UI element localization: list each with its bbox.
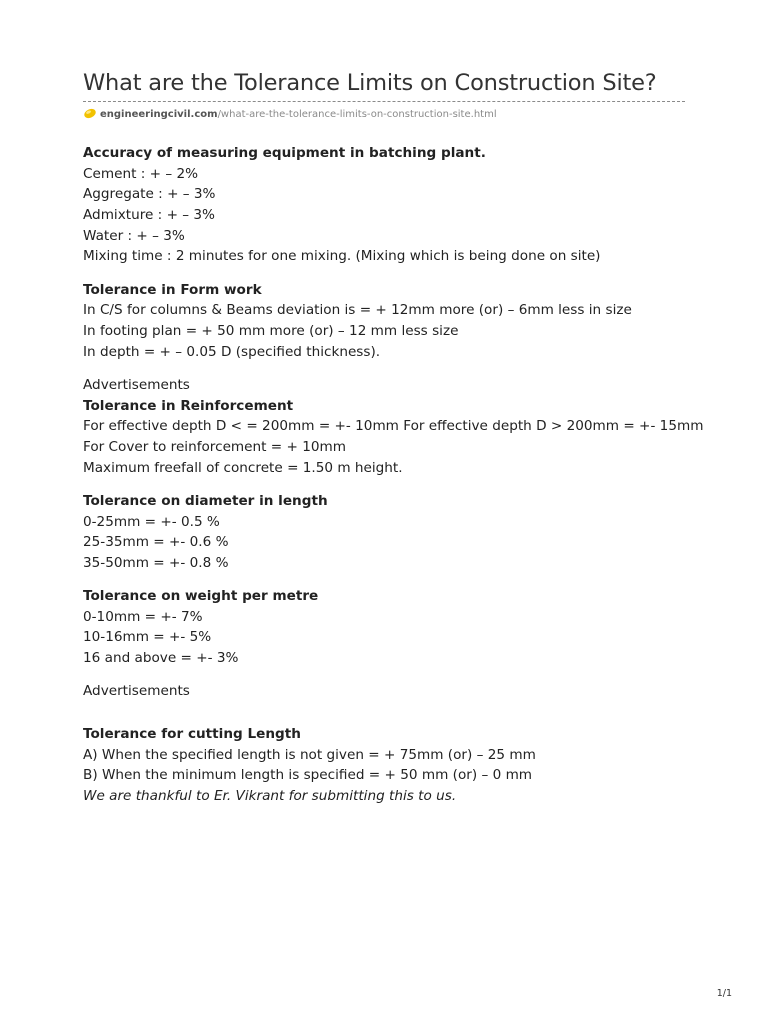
diameter-line: 35-50mm = +- 0.8 %: [83, 554, 229, 571]
cutting-line: A) When the specified length is not given = + 75mm (or) – 25 mm: [83, 746, 536, 763]
reinforcement-line: For Cover to reinforcement = + 10mm: [83, 438, 347, 455]
page-number: 1/1: [716, 988, 732, 999]
reinforcement-line: For effective depth D < = 200mm = +- 10mm For effective depth D > 200mm = +- 15mm: [83, 418, 704, 435]
batching-line: Cement : + – 2%: [83, 165, 199, 182]
article-body: [83, 143, 704, 807]
section-heading-batching: Accuracy of measuring equipment in batching plant.: [83, 145, 486, 161]
site-favicon-icon: [83, 107, 97, 119]
source-domain: engineeringcivil.com: [100, 109, 218, 120]
source-url[interactable]: [83, 107, 497, 123]
diameter-line: 0-25mm = +- 0.5 %: [83, 513, 220, 530]
cutting-line: B) When the minimum length is specified = + 50 mm (or) – 0 mm: [83, 767, 533, 784]
formwork-line: In footing plan = + 50 mm more (or) – 12 mm less size: [83, 323, 459, 339]
thanks-note: We are thankful to Er. Vikrant for submitting this to us.: [83, 788, 457, 805]
page-title: What are the Tolerance Limits on Construction Site?: [83, 70, 657, 96]
advertisement-label: Advertisements: [83, 683, 190, 700]
section-heading-cutting: Tolerance for cutting Length: [83, 726, 301, 742]
batching-line: Water : + – 3%: [83, 227, 185, 244]
formwork-line: In depth = + – 0.05 D (specified thickness).: [83, 343, 381, 360]
reinforcement-line: Maximum freefall of concrete = 1.50 m height.: [83, 459, 403, 476]
section-heading-diameter: Tolerance on diameter in length: [83, 492, 328, 509]
diameter-line: 25-35mm = +- 0.6 %: [83, 534, 229, 551]
weight-line: 16 and above = +- 3%: [83, 650, 239, 667]
section-heading-weight: Tolerance on weight per metre: [83, 588, 319, 605]
batching-line: Aggregate : + – 3%: [83, 186, 216, 203]
source-path: /what-are-the-tolerance-limits-on-construction-site.html: [217, 109, 497, 120]
weight-line: 0-10mm = +- 7%: [83, 608, 203, 625]
advertisement-label: Advertisements: [83, 376, 190, 393]
formwork-line: In C/S for columns & Beams deviation is = + 12mm more (or) – 6mm less in size: [83, 302, 632, 319]
batching-line: Mixing time : 2 minutes for one mixing. (Mixing which is being done on site): [83, 248, 601, 265]
section-heading-formwork: Tolerance in Form work: [83, 281, 262, 298]
weight-line: 10-16mm = +- 5%: [83, 629, 212, 646]
section-heading-reinforcement: Tolerance in Reinforcement: [83, 397, 294, 414]
title-divider: [83, 101, 685, 102]
batching-line: Admixture : + – 3%: [83, 207, 215, 224]
